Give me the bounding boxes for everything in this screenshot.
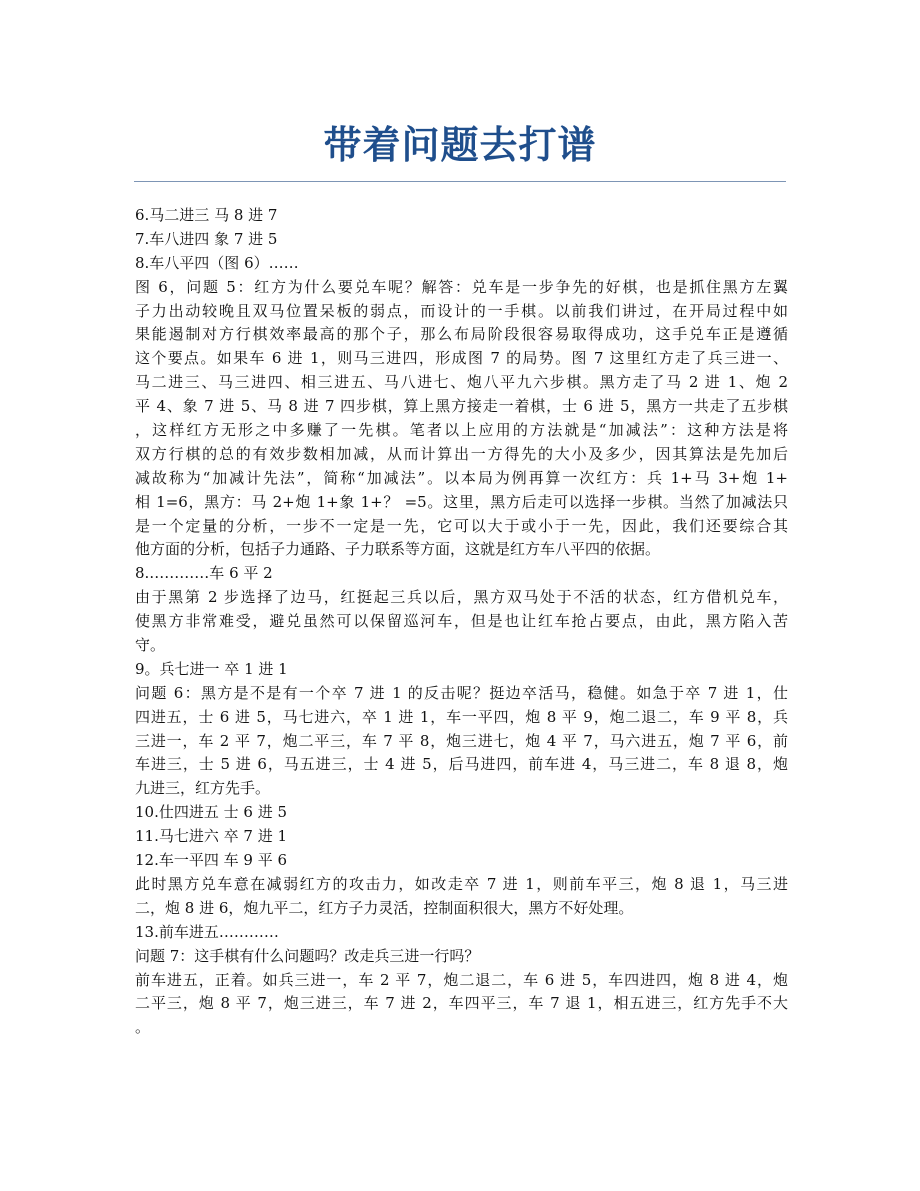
text-line: 此时黑方兑车意在减弱红方的攻击力，如改走卒 7 进 1，则前车平三，炮 8 退 1，马三进 (135, 874, 788, 893)
text-line: 二平三，炮 8 平 7，炮三进三，车 7 进 2，车四平三，车 7 退 1，相五进三，红方先手不大 (135, 994, 788, 1013)
text-line: 9。兵七进一 卒 1 进 1 (135, 659, 288, 678)
text-line: 7.车八进四 象 7 进 5 (135, 229, 278, 248)
text-line: 问题 7：这手棋有什么问题吗？改走兵三进一行吗？ (135, 946, 480, 965)
text-line: 由于黑第 2 步选择了边马，红挺起三兵以后，黑方双马处于不活的状态，红方借机兑车， (135, 588, 788, 607)
text-line: 车进三，士 5 进 6，马五进三，士 4 进 5，后马进四，前车进 4，马三进二，车 8 退 8，炮 (135, 755, 788, 774)
text-line: 8.…………车 6 平 2 (135, 564, 273, 583)
text-line: 守。 (135, 636, 166, 655)
text-line: 前车进五，正着。如兵三进一，车 2 平 7，炮二退二，车 6 进 5，车四进四，炮 8 进 4，炮 (135, 970, 788, 989)
document-body (135, 204, 788, 1040)
document-title: 带着问题去打谱 (323, 123, 597, 167)
text-line: 四进五，士 6 进 5，马七进六，卒 1 进 1，车一平四，炮 8 平 9，炮二退二，车 9 平 8，兵 (135, 707, 788, 726)
text-line: 相 1=6，黑方：马 2+炮 1+象 1+？ =5。这里，黑方后走可以选择一步棋。当然了加减法只 (135, 492, 788, 511)
text-line: 12.车一平四 车 9 平 6 (135, 851, 288, 870)
text-line: 子力出动较晚且双马位置呆板的弱点，而设计的一手棋。以前我们讲过，在开局过程中如 (135, 301, 788, 320)
text-line: 10.仕四进五 士 6 进 5 (135, 803, 288, 822)
text-line: 11.马七进六 卒 7 进 1 (135, 827, 288, 846)
text-line: 平 4、象 7 进 5、马 8 进 7 四步棋，算上黑方接走一着棋，士 6 进 5，黑方一共走了五步棋 (135, 397, 788, 416)
text-line: 双方行棋的总的有效步数相加减，从而计算出一方得先的大小及多少，因其算法是先加后 (135, 444, 788, 463)
text-line: 图 6，问题 5：红方为什么要兑车呢？解答：兑车是一步争先的好棋，也是抓住黑方左翼 (135, 277, 788, 296)
text-line: 这个要点。如果车 6 进 1，则马三进四，形成图 7 的局势。图 7 这里红方走了兵三进一、 (135, 349, 788, 368)
text-line: 8.车八平四（图 6）…… (135, 253, 299, 272)
text-line: 13.前车进五………… (135, 922, 279, 941)
text-line: 马二进三、马三进四、相三进五、马八进七、炮八平九六步棋。黑方走了马 2 进 1、炮 2 (135, 373, 788, 392)
text-line: 果能遏制对方行棋效率最高的那个子，那么布局阶段很容易取得成功，这手兑车正是遵循 (135, 325, 788, 344)
title-divider (134, 181, 786, 182)
text-line: 问题 6：黑方是不是有一个卒 7 进 1 的反击呢？挺边卒活马，稳健。如急于卒 7 进 1，仕 (135, 683, 788, 702)
text-line: 。 (135, 1018, 151, 1037)
text-line: 九进三，红方先手。 (135, 779, 271, 798)
text-line: 二，炮 8 进 6，炮九平二，红方子力灵活，控制面积很大，黑方不好处理。 (135, 898, 634, 917)
text-line: 是一个定量的分析，一步不一定是一先，它可以大于或小于一先，因此，我们还要综合其 (135, 516, 788, 535)
text-line: 6.马二进三 马 8 进 7 (135, 206, 278, 224)
text-line: 减故称为“加减计先法”，简称“加减法”。以本局为例再算一次红方：兵 1+马 3+炮 1+ (135, 468, 788, 487)
text-line: 三进一，车 2 平 7，炮二平三，车 7 平 8，炮三进七，炮 4 平 7，马六进五，炮 7 平 6，前 (135, 731, 788, 750)
text-line: 使黑方非常难受，避兑虽然可以保留巡河车，但是也让红车抢占要点，由此，黑方陷入苦 (135, 612, 788, 631)
text-line: 他方面的分析，包括子力通路、子力联系等方面，这就是红方车八平四的依据。 (135, 540, 661, 559)
text-line: ，这样红方无形之中多赚了一先棋。笔者以上应用的方法就是“加减法”：这种方法是将 (135, 421, 788, 440)
